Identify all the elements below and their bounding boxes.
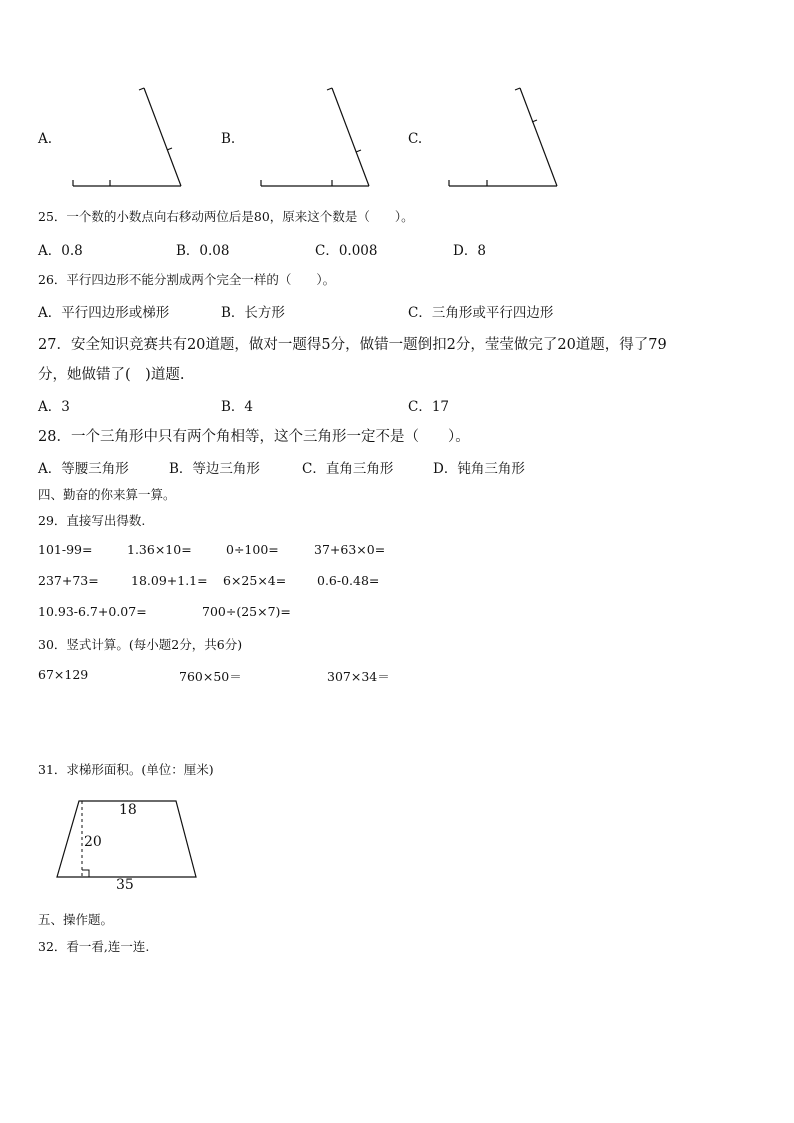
q24-option-b-label: B. bbox=[221, 131, 236, 147]
right-angle-mark bbox=[82, 870, 89, 877]
q24-option-c-label: C. bbox=[408, 131, 423, 147]
q29-r2-1: 237+73= bbox=[38, 573, 99, 588]
q25-option-d: D．8 bbox=[453, 243, 486, 259]
q27-option-b: B．4 bbox=[221, 399, 254, 415]
q29-r1-4: 37+63×0= bbox=[314, 542, 386, 557]
q30-item-3: 307×34＝ bbox=[327, 669, 390, 684]
q28-option-d: D．钝角三角形 bbox=[433, 461, 525, 477]
q29-r1-3: 0÷100= bbox=[226, 542, 279, 557]
section-5-title: 五、操作题。 bbox=[38, 912, 114, 927]
q28-option-b: B．等边三角形 bbox=[169, 461, 260, 477]
q29-r2-4: 0.6-0.48= bbox=[317, 573, 380, 588]
q29-r3-2: 700÷(25×7)= bbox=[202, 604, 291, 619]
q25-option-c: C．0.008 bbox=[315, 243, 378, 259]
trapezoid-top-label: 18 bbox=[119, 802, 137, 818]
q30-item-2: 760×50＝ bbox=[179, 669, 242, 684]
q25-stem: 25．一个数的小数点向右移动两位后是80，原来这个数是（ ）。 bbox=[38, 209, 414, 224]
q29-stem: 29．直接写出得数. bbox=[38, 513, 146, 528]
q27-stem-line2: 分，她做错了( )道题. bbox=[38, 367, 185, 383]
q29-r1-2: 1.36×10= bbox=[127, 542, 192, 557]
q26-option-a: A．平行四边形或梯形 bbox=[38, 305, 170, 321]
q29-r2-3: 6×25×4= bbox=[223, 573, 287, 588]
q31-stem: 31．求梯形面积。(单位：厘米) bbox=[38, 762, 214, 777]
q24-option-a-label: A. bbox=[38, 131, 53, 147]
q27-option-c: C．17 bbox=[408, 399, 450, 415]
q28-stem: 28．一个三角形中只有两个角相等，这个三角形一定不是（ ）。 bbox=[38, 429, 470, 445]
trapezoid-bottom-label: 35 bbox=[116, 877, 134, 893]
q30-stem: 30．竖式计算。(每小题2分，共6分) bbox=[38, 637, 243, 652]
q27-stem-line1: 27．安全知识竞赛共有20道题，做对一题得5分，做错一题倒扣2分，莹莹做完了20道题，得了79 bbox=[38, 337, 667, 353]
trapezoid-height-label: 20 bbox=[84, 834, 102, 850]
q28-option-c: C．直角三角形 bbox=[302, 461, 394, 477]
section-4-title: 四、勤奋的你来算一算。 bbox=[38, 487, 176, 502]
q29-r3-1: 10.93-6.7+0.07= bbox=[38, 604, 147, 619]
q28-option-a: A．等腰三角形 bbox=[38, 461, 129, 477]
q29-r2-2: 18.09+1.1= bbox=[131, 573, 208, 588]
q32-stem: 32．看一看,连一连. bbox=[38, 939, 150, 954]
q25-option-a: A．0.8 bbox=[38, 243, 83, 259]
q27-option-a: A．3 bbox=[38, 399, 70, 415]
q26-option-c: C．三角形或平行四边形 bbox=[408, 305, 554, 321]
q26-option-b: B．长方形 bbox=[221, 305, 285, 321]
q25-option-b: B．0.08 bbox=[176, 243, 230, 259]
q30-item-1: 67×129 bbox=[38, 667, 89, 682]
q29-r1-1: 101-99= bbox=[38, 542, 93, 557]
q26-stem: 26．平行四边形不能分割成两个完全一样的（ ）。 bbox=[38, 272, 336, 287]
